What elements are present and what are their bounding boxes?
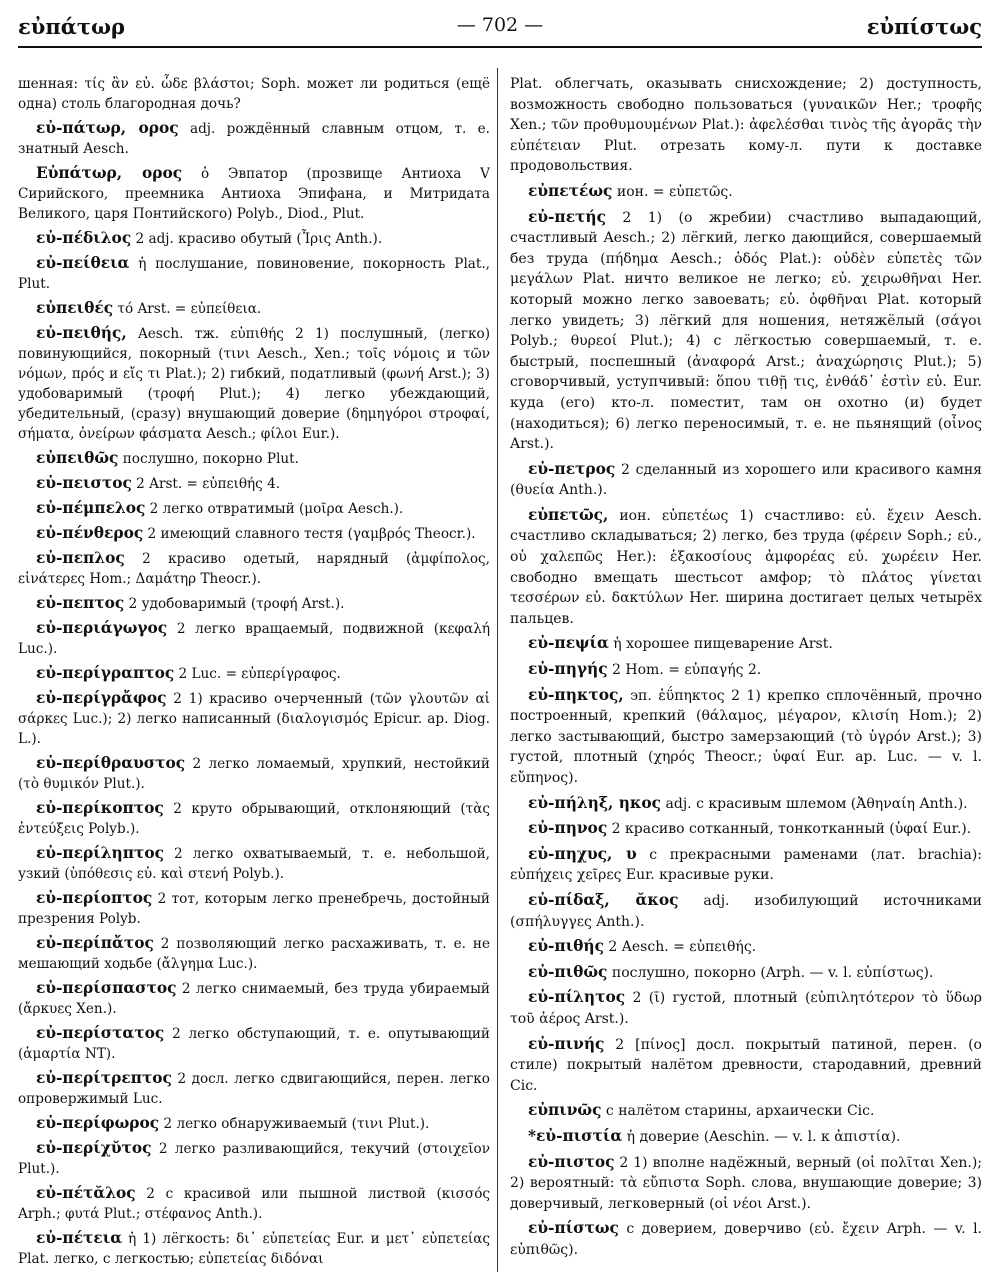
entry-headword: Εὐπάτωρ, ορος [36, 164, 183, 182]
dictionary-entry [18, 228, 490, 249]
entry-definition: 2 легко ломаемый, хрупкий, нестойкий (τὸ θυμικόν Plut.). [18, 756, 490, 792]
entry-definition: с налётом старины, архаически Cic. [601, 1103, 875, 1120]
entry-headword: εὐ-περίσπαστος [36, 979, 177, 997]
dictionary-entry [510, 890, 982, 932]
dictionary-entry [18, 688, 490, 749]
entry-headword: εὐ-περίχῠτος [36, 1139, 152, 1157]
entry-definition: ἡ послушание, повиновение, покорность Plat., Plut. [18, 256, 490, 292]
dictionary-entry [510, 659, 982, 681]
left-column [18, 74, 490, 1273]
entry-definition: 2 Arst. = εὐπειθής 4. [131, 476, 281, 492]
entry-headword: εὐ-πηχυς, υ [528, 844, 637, 863]
entry-definition: 2 (ῑ) густой, плотный (εὐπιλητότερον τὸ ὕδωρ τοῦ ἀέρος Arst.). [510, 990, 982, 1027]
entry-definition: 2 позволяющий легко расхаживать, т. е. не мешающий ходьбе (ἄλγημα Luc.). [18, 936, 490, 972]
dictionary-entry [510, 74, 982, 177]
entry-headword: εὐ-πίλητος [528, 988, 626, 1007]
dictionary-entry [510, 207, 982, 455]
entry-definition: 2 легко обступающий, т. е. опутывающий (ἁμαρτία NT). [18, 1026, 490, 1062]
dictionary-entry [510, 793, 982, 815]
entry-headword: εὐ-πίδαξ, ᾰκος [528, 890, 679, 909]
dictionary-entry [18, 118, 490, 159]
dictionary-entry [510, 1100, 982, 1122]
entry-definition: ἡ 1) лёгкость: δι᾽ εὐπετείας Eur. и μετ᾽ εὐπετείας Plat. легко, с легкостью; εὐπετείας διδόναι [18, 1231, 490, 1267]
entry-definition: 2 легко разливающийся, текучий (στοιχεῖον Plut.). [18, 1141, 490, 1177]
page-header [18, 12, 982, 48]
entry-headword: εὐ-πεπτος [36, 594, 125, 612]
entry-definition: ἡ хорошее пищеварение Arst. [608, 636, 833, 653]
entry-definition: adj. изобилующий источниками (σπήλυγγες Anth.). [510, 892, 983, 930]
entry-definition: 2 легко обнаруживаемый (τινι Plut.). [159, 1116, 430, 1132]
entry-headword: εὐ-πένθερος [36, 524, 144, 542]
dictionary-entry [18, 473, 490, 494]
entry-definition: 2 легко снимаемый, без труда убираемый (ἄρκυες Xen.). [18, 981, 490, 1017]
entry-headword: εὐ-περίφωρος [36, 1114, 160, 1132]
entry-headword: εὐ-πέτᾰλος [36, 1184, 136, 1202]
column-divider [497, 68, 498, 1272]
dictionary-entry [510, 459, 982, 501]
dictionary-entry [18, 523, 490, 544]
entry-definition: 2 легко отвратимый (μοῖρα Aesch.). [145, 501, 404, 517]
entry-headword: εὐ-πιστος [528, 1152, 615, 1171]
entry-headword: εὐ-περιάγωγος [36, 619, 168, 637]
dictionary-entry [18, 798, 490, 839]
entry-headword: εὐ-πάτωρ, ορος [36, 119, 179, 137]
entry-headword: εὐπινῶς [528, 1101, 602, 1120]
dictionary-entry [18, 593, 490, 614]
dictionary-entry [510, 1218, 982, 1260]
entry-headword: εὐπετῶς, [528, 505, 609, 524]
entry-headword: εὐ-πέμπελος [36, 499, 146, 517]
entry-definition: 2 досл. легко сдвигающийся, перен. легко опровержимый Luc. [18, 1071, 490, 1107]
dictionary-entry [510, 818, 982, 840]
entry-definition: τό Arst. = εὐπείθεια. [113, 301, 262, 317]
dictionary-entry [18, 253, 490, 294]
dictionary-entry [18, 618, 490, 659]
entry-headword: εὐ-περίκοπτος [36, 799, 164, 817]
entry-headword: εὐ-πείθεια [36, 254, 130, 272]
entry-definition: 2 [πίνος] досл. покрытый патиной, перен. (о стиле) покрытый налётом древности, стародавний, древний Cic. [510, 1036, 982, 1094]
entry-headword: εὐ-πειθής, [36, 324, 127, 342]
entry-definition: ион. = εὐπετῶς. [612, 183, 733, 200]
entry-headword: εὐ-πήληξ, ηκος [528, 793, 662, 812]
entry-headword: εὐ-πηνος [528, 819, 608, 838]
entry-definition: 2 Aesch. = εὐπειθής. [603, 939, 757, 956]
dictionary-entry [510, 633, 982, 655]
entry-definition: с прекрасными раменами (лат. brachia): εὐπήχεις χεῖρες Eur. красивые руки. [510, 846, 982, 884]
entry-definition: 2 красиво сотканный, тонкотканный (ὑφαί Eur.). [607, 821, 972, 838]
entry-headword: εὐ-πηκτος, [528, 685, 624, 704]
entry-headword: εὐ-πειστος [36, 474, 132, 492]
entry-headword: εὐ-πεπλος [36, 549, 125, 567]
dictionary-entry [18, 74, 490, 114]
dictionary-entry [510, 987, 982, 1029]
running-head-right: εὐπίστως [866, 14, 982, 39]
dictionary-entry [18, 548, 490, 589]
dictionary-entry [18, 1113, 490, 1134]
entry-headword: εὐ-περίοπτος [36, 889, 153, 907]
entry-definition: ион. εὐπετέως 1) счастливо: εὐ. ἔχειν Aesch. счастливо складываться; 2) легко, без труда (φέρειν Soph.; εὐ., οὐ χαλεπῶς Her.): ἑξακοσίους ἀμφορέας εὐ. χωρέειν Her. свободно вмещать шестьсот амфор; τὸ πλάτος γίνεται τεσσέρων εὐ. δακτύλων Her. ширина достигает целых четырёх пальцев. [510, 507, 982, 627]
dictionary-entry [510, 1152, 982, 1215]
dictionary-entry [510, 685, 982, 789]
dictionary-entry [18, 298, 490, 319]
entry-definition: Plat. облегчать, оказывать снисхождение; 2) доступность, возможность свободно пользоваться (γυναικῶν Her.; τροφῆς Xen.; τῶν προθυμουμένων Plat.): ἀφελέσθαι τινὸς τῆς ἀγορᾶς τὴν εὐπέτειαν Plut. отрезать кому-л. пути к доставке продовольствия. [510, 76, 982, 175]
entry-definition: шенная: τίς ἂν εὐ. ὧδε βλάστοι; Soph. может ли родиться (ещё одна) столь благородная дочь? [18, 76, 490, 112]
entry-headword: εὐπειθῶς [36, 449, 119, 467]
entry-headword: εὐ-περίθραυστος [36, 754, 186, 772]
dictionary-entry [510, 962, 982, 984]
entry-headword: εὐ-πηγής [528, 660, 608, 679]
entry-definition: с доверием, доверчиво (εὐ. ἔχειν Arph. — v. l. εὐπιθῶς). [510, 1221, 982, 1258]
entry-headword: εὐ-περίγραπτος [36, 664, 175, 682]
entry-headword: εὐ-πετής [528, 207, 606, 226]
entry-headword: εὐ-πινής [528, 1034, 605, 1053]
dictionary-entry [18, 1228, 490, 1269]
entry-definition: 2 легко охватываемый, т. е. небольшой, узкий (ὑπόθεσις εὐ. καὶ στενή Polyb.). [18, 846, 490, 882]
entry-definition: 2 тот, которым легко пренебречь, достойный презрения Polyb. [18, 891, 490, 927]
dictionary-entry [18, 498, 490, 519]
dictionary-entry [18, 663, 490, 684]
entry-definition: 2 имеющий славного тестя (γαμβρός Theocr.). [143, 526, 476, 542]
entry-definition: adj. с красивым шлемом (Ἀθηναίη Anth.). [661, 795, 968, 812]
dictionary-entry [18, 1068, 490, 1109]
dictionary-entry [18, 1183, 490, 1224]
entry-headword: εὐ-πιθής [528, 937, 604, 956]
entry-definition: 2 круто обрывающий, отклоняющий (τὰς ἐντεύξεις Polyb.). [18, 801, 490, 837]
entry-headword: εὐ-περίγρἄφος [36, 689, 167, 707]
entry-definition: 2 adj. красиво обутый (Ἶρις Anth.). [131, 231, 383, 247]
entry-headword: εὐ-πετρος [528, 459, 616, 478]
entry-definition: 2 с красивой или пышной листвой (κισσός Arph.; φυτά Plut.; στέφανος Anth.). [18, 1186, 490, 1222]
entry-headword: εὐ-πέδιλος [36, 229, 132, 247]
dictionary-entry [18, 323, 490, 444]
page-number: — 702 — [456, 14, 544, 36]
dictionary-entry [18, 888, 490, 929]
entry-definition: ἡ доверие (Aeschin. — v. l. к ἀπιστία). [622, 1128, 901, 1145]
dictionary-entry [18, 163, 490, 224]
entry-headword: εὐ-περίτρεπτος [36, 1069, 172, 1087]
entry-headword: εὐ-πεψία [528, 634, 609, 653]
entry-definition: послушно, покорно (Arph. — v. l. εὐπίστως). [607, 964, 934, 981]
entry-definition: 2 сделанный из хорошего или красивого камня (θυεία Anth.). [510, 461, 982, 499]
dictionary-entry [18, 1138, 490, 1179]
entry-headword: *εὐ-πιστία [528, 1126, 623, 1145]
entry-definition: adj. рождённый славным отцом, т. е. знатный Aesch. [18, 121, 490, 157]
entry-headword: εὐ-πίστως [528, 1219, 619, 1238]
entry-headword: εὐ-περίστατος [36, 1024, 165, 1042]
dictionary-entry [18, 1023, 490, 1064]
entry-definition: 2 удобоваримый (τροφή Arst.). [124, 596, 345, 612]
dictionary-entry [18, 843, 490, 884]
entry-definition: Aesch. тж. εὐπιθής 2 1) послушный, (легко) повинующийся, покорный (τινι Aesch., Xen.; τοῖς νόμοις и τῶν νόμων, πρός и εἴς τι Plat.); 2) гибкий, податливый (φωνή Arst.); 3) удобоваримый (τροφή Plut.); 4) легко убеждающий, убедительный, (сразу) внушающий доверие (δημηγόροι στροφαί, σήματα, ὀνείρων φάσματα Aesch.; φίλοι Eur.). [18, 326, 490, 442]
running-head-left: εὐπάτωρ [18, 14, 125, 39]
entry-headword: εὐ-περίληπτος [36, 844, 164, 862]
entry-definition: послушно, покорно Plut. [118, 451, 299, 467]
entry-definition: 2 1) (о жребии) счастливо выпадающий, счастливый Aesch.; 2) лёгкий, легко дающийся, совершаемый без труда (πήδημα Aesch.; ὁδός Plat.): οὐδὲν εὐπετὲς τῶν μεγάλων Plat. ничто великое не легко; εὐ. χειρωθῆναι Her. который можно легко завоевать; εὐ. ὀφθῆναι Plat. который легко увидеть; 3) лёгкий для ношения, нетяжёлый (σάγοι Polyb.; θυρεοί Plut.); 4) с лёгкостью совершаемый, т. е. быстрый, поспешный (ἀναφορά Arst.; ἀναχώρησις Plut.); 5) сговорчивый, уступчивый: ὅπου τιθῇ τις, ἐνθάδ᾽ ἐστὶν εὐ. Eur. куда (его) кто-л. поместит, там он охотно (и) будет (находиться); 6) легко переносимый, т. е. не пьянящий (οἶνος Arst.). [510, 209, 982, 453]
entry-definition: 2 1) красиво очерченный (τῶν γλουτῶν αἱ σάρκες Luc.); 2) легко написанный (διαλογισμός Epicur. ap. Diog. L.). [18, 691, 490, 747]
entry-headword: εὐ-περίπἄτος [36, 934, 154, 952]
dictionary-entry [510, 936, 982, 958]
entry-definition: 2 Hom. = εὐπαγής 2. [607, 662, 762, 679]
dictionary-entry [18, 978, 490, 1019]
entry-headword: εὐ-πέτεια [36, 1229, 123, 1247]
dictionary-entry [18, 448, 490, 469]
dictionary-entry [18, 753, 490, 794]
right-column [510, 74, 982, 1264]
entry-definition: 2 Luc. = εὐπερίγραφος. [174, 666, 341, 682]
entry-definition: 2 красиво одетый, нарядный (ἀμφίπολος, εἰνάτερες Hom.; Δαμάτηρ Theocr.). [18, 551, 490, 587]
entry-definition: 2 легко вращаемый, подвижной (κεφαλή Luc.). [18, 621, 490, 657]
dictionary-entry [18, 933, 490, 974]
dictionary-entry [510, 181, 982, 203]
entry-headword: εὐπειθές [36, 299, 114, 317]
entry-headword: εὐ-πιθῶς [528, 962, 608, 981]
entry-headword: εὐπετέως [528, 181, 613, 200]
entry-definition: 2 1) вполне надёжный, верный (οἱ πολῖται Xen.); 2) вероятный: τὰ εὔπιστα Soph. слова, внушающие доверие; 3) доверчивый, легковерный (οἱ νέοι Arst.). [510, 1154, 982, 1212]
dictionary-entry [510, 1126, 982, 1148]
dictionary-entry [510, 505, 982, 630]
dictionary-entry [510, 844, 982, 886]
entry-definition: эп. ἐΰπηκτος 2 1) крепко сплочённый, прочно построенный, крепкий (θάλαμος, μέγαρον, κλισίη Hom.); 2) легко застывающий, быстро замерзающий (τὸ ὑγρόν Arst.); 3) густой, плотный (χηρός Theocr.; ὑφαί Eur. ap. Luc. — v. l. εὔπηνος). [510, 687, 982, 786]
dictionary-entry [510, 1034, 982, 1097]
entry-definition: ὁ Эвпатор (прозвище Антиоха V Сирийского, преемника Антиоха Эпифана, и Митридата Великого, царя Понтийского) Polyb., Diod., Plut. [18, 166, 490, 222]
